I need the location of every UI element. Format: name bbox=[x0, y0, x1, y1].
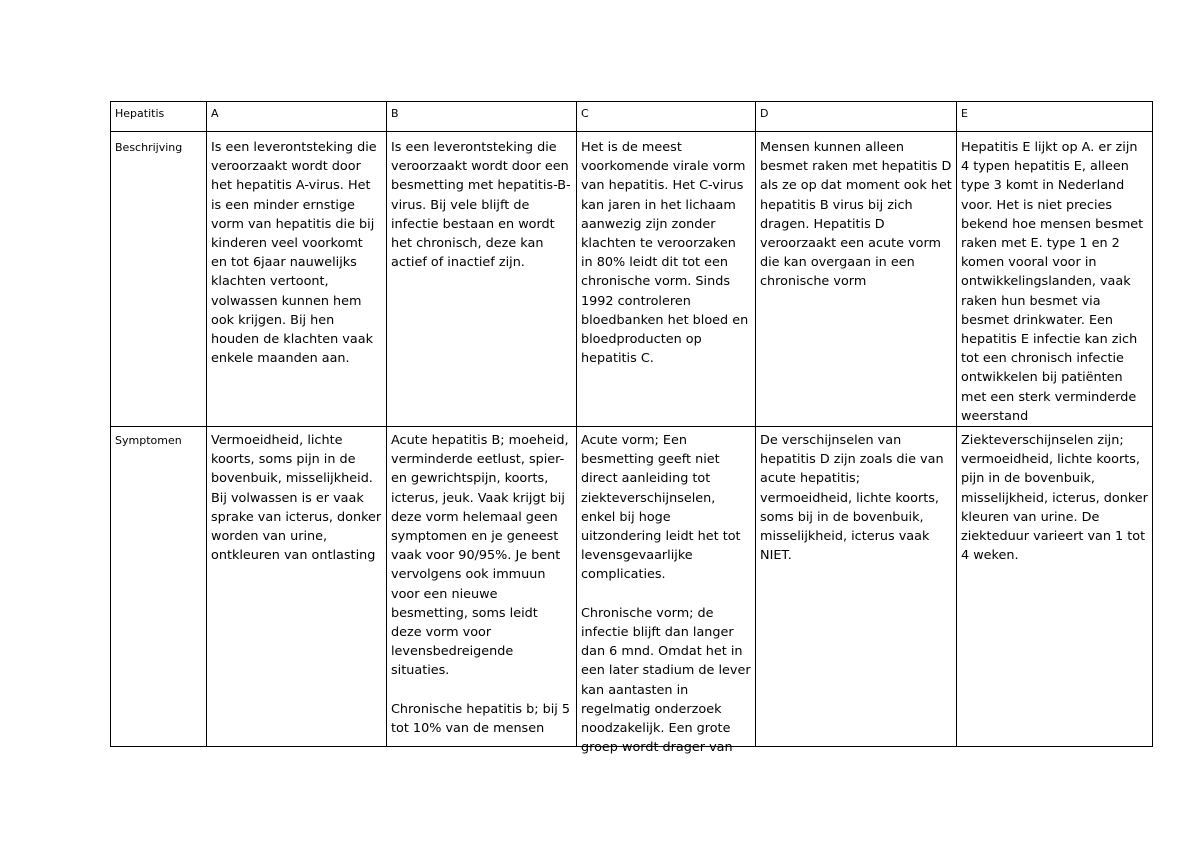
cell-text: Is een leverontsteking die veroorzaakt wordt door een besmetting met hepatitis-B-virus. Bij vele blijft de infectie bestaan en wordt het chronisch, deze kan actief of inactief zijn. bbox=[391, 140, 571, 271]
header-row bbox=[111, 102, 1153, 132]
cell-symptomen-d bbox=[756, 427, 957, 747]
header-cell-a: A bbox=[207, 102, 387, 132]
header-cell-d: D bbox=[756, 102, 957, 132]
cell-text: Hepatitis E lijkt op A. er zijn 4 typen hepatitis E, alleen type 3 komt in Nederland voor. Het is niet precies bekend hoe mensen besmet raken met E. type 1 en 2 komen vooral voor in ontwikkelingslanden, vaak raken hun besmet via besmet drinkwater. Een hepatitis E infectie kan zich tot een chronisch infectie ontwikkelen bij patiënten met een sterk verminderde weerstand bbox=[961, 140, 1144, 424]
hepatitis-table bbox=[110, 101, 1153, 756]
table-row-beschrijving bbox=[111, 132, 1153, 427]
cell-beschrijving-a bbox=[207, 132, 387, 427]
cell-text: Het is de meest voorkomende virale vorm van hepatitis. Het C-virus kan jaren in het lichaam aanwezig zijn zonder klachten te veroorzaken in 80% leidt dit tot een chronische vorm. Sinds 1992 controleren bloedbanken het bloed en bloedproducten op hepatitis C. bbox=[581, 140, 749, 367]
cell-symptomen-a bbox=[207, 427, 387, 747]
cell-text: Ziekteverschijnselen zijn; vermoeidheid, lichte koorts, pijn in de bovenbuik, misselijkheid, icterus, donker kleuren van urine. De ziekteduur varieert van 1 tot 4 weken. bbox=[961, 433, 1148, 564]
table-row-symptomen bbox=[111, 427, 1153, 747]
cell-beschrijving-b bbox=[387, 132, 577, 427]
header-cell-hepatitis: Hepatitis bbox=[111, 102, 207, 132]
cell-text: Is een leverontsteking die veroorzaakt wordt door het hepatitis A-virus. Het is een minder ernstige vorm van hepatitis die bij kinderen veel voorkomt en tot 6jaar nauwelijks klachten vertoont, volwassen kunnen hem ook krijgen. Bij hen houden de klachten vaak enkele maanden aan. bbox=[211, 140, 377, 367]
cell-beschrijving-e bbox=[957, 132, 1153, 427]
row-label-beschrijving: Beschrijving bbox=[111, 132, 207, 427]
cell-text: Mensen kunnen alleen besmet raken met hepatitis D als ze op dat moment ook het hepatitis B virus bij zich dragen. Hepatitis D veroorzaakt een acute vorm die kan overgaan in een chronische vorm bbox=[760, 140, 952, 290]
cell-beschrijving-d bbox=[756, 132, 957, 427]
cell-text: De verschijnselen van hepatitis D zijn zoals die van acute hepatitis; vermoeidheid, lichte koorts, soms bij in de bovenbuik, misselijkheid, icterus vaak NIET. bbox=[760, 433, 944, 564]
header-cell-c: C bbox=[577, 102, 756, 132]
cell-text: Vermoeidheid, lichte koorts, soms pijn in de bovenbuik, misselijkheid. Bij volwassen is er vaak sprake van icterus, donker worden van urine, ontkleuren van ontlasting bbox=[211, 433, 382, 564]
row-label-symptomen: Symptomen bbox=[111, 427, 207, 747]
cell-text: Acute vorm; Een besmetting geeft niet direct aanleiding tot ziekteverschijnselen, enkel bij hoge uitzondering leidt het tot levensgevaarlijke complicaties. Chronische vorm; de infectie blijft dan langer dan 6 mnd. Omdat het in een later stadium de lever kan aantasten in regelmatig onderzoek noodzakelijk. Een grote groep wordt drager van bbox=[581, 433, 751, 756]
cell-beschrijving-c bbox=[577, 132, 756, 427]
cell-symptomen-c bbox=[577, 427, 756, 756]
cell-symptomen-b bbox=[387, 427, 577, 747]
cell-symptomen-e bbox=[957, 427, 1153, 747]
header-cell-e: E bbox=[957, 102, 1153, 132]
cell-text: Acute hepatitis B; moeheid, verminderde eetlust, spier- en gewrichtspijn, koorts, icterus, jeuk. Vaak krijgt bij deze vorm helemaal geen symptomen en je geneest vaak voor 90/95%. Je bent vervolgens ook immuun voor een nieuwe besmetting, soms leidt deze vorm voor levensbedreigende situaties. Chronische hepatitis b; bij 5 tot 10% van de mensen bbox=[391, 433, 571, 737]
header-cell-b: B bbox=[387, 102, 577, 132]
